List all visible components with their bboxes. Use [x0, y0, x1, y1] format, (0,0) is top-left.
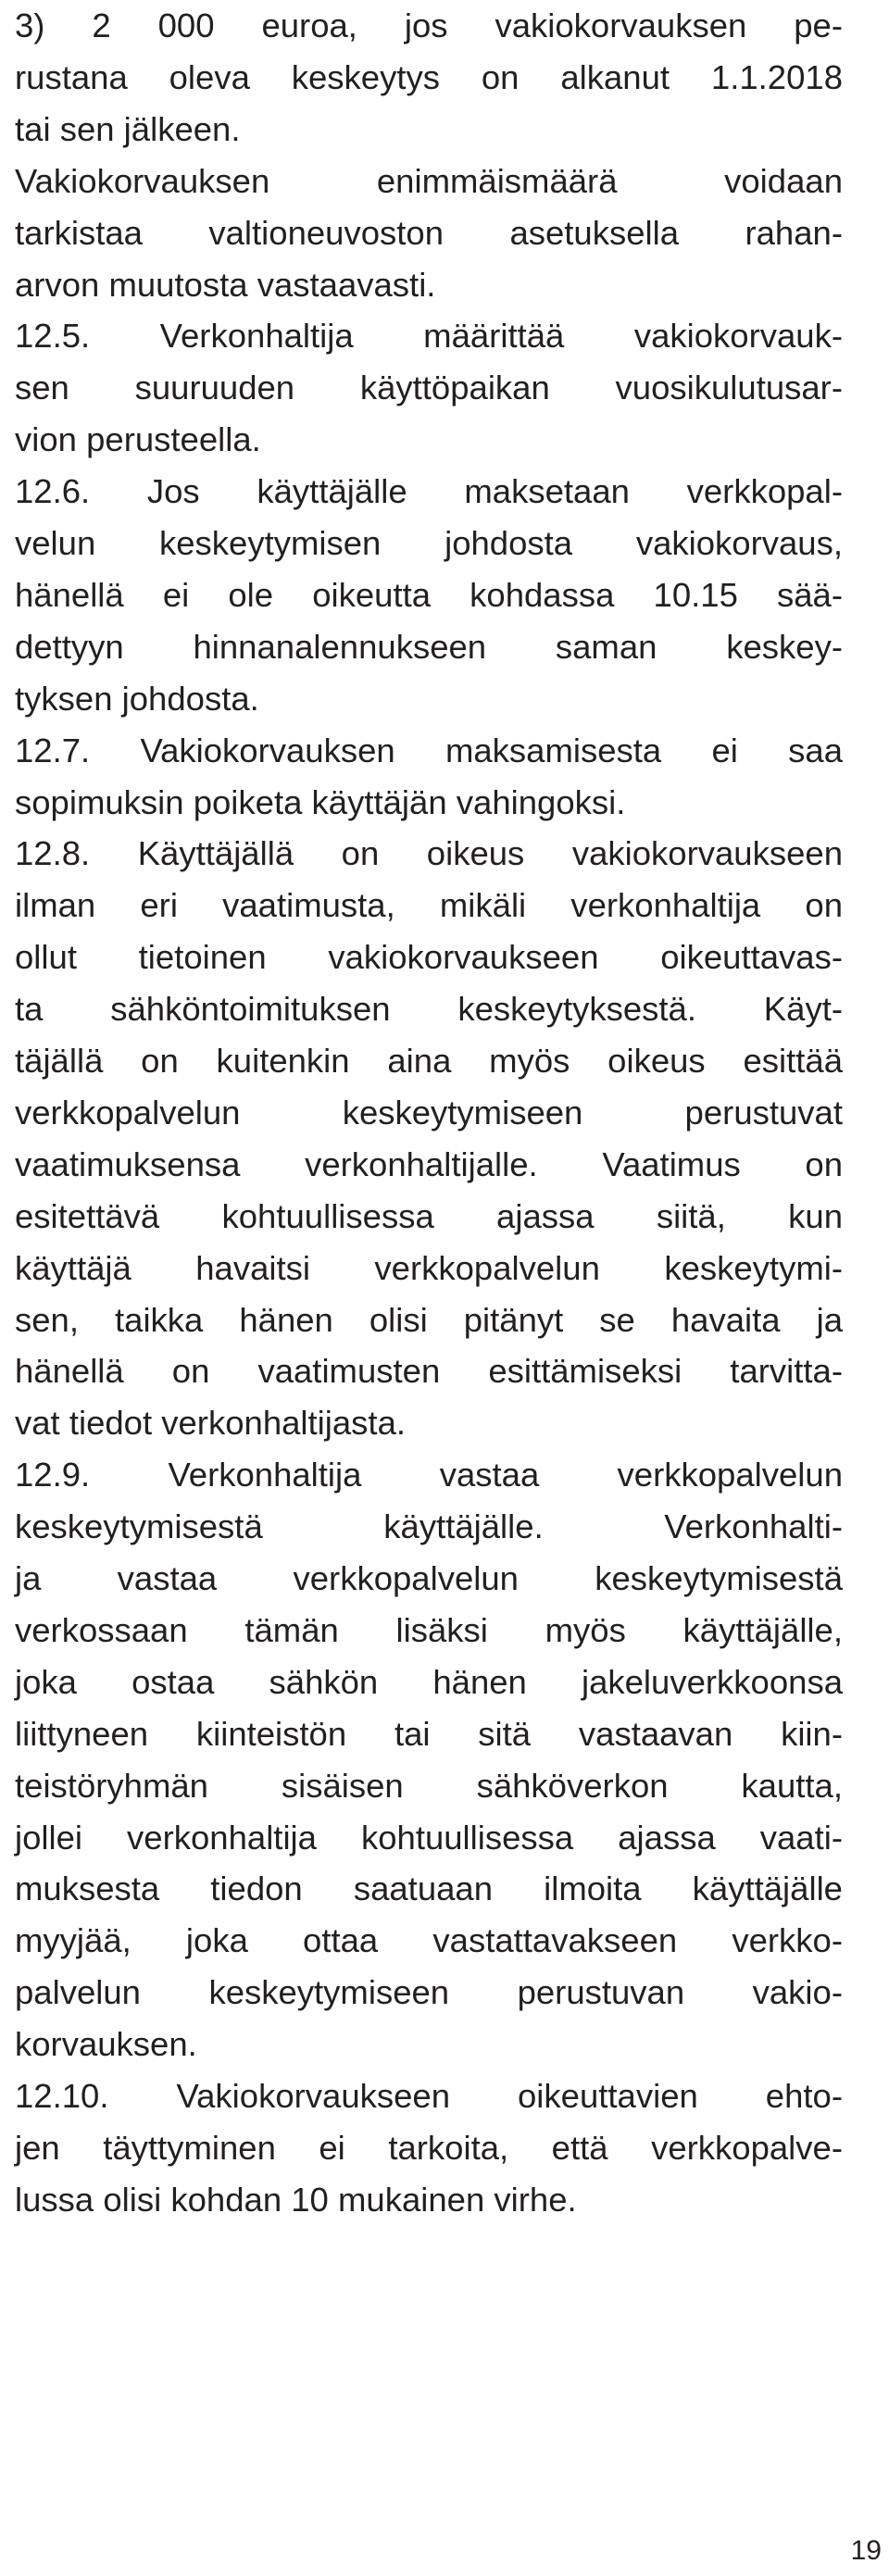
text-line: korvauksen.: [15, 2025, 197, 2064]
text-line: lussa olisi kohdan 10 mukainen virhe.: [15, 2180, 577, 2219]
text-line: tarkistaa valtioneuvoston asetuksella rahan-: [15, 213, 843, 252]
text-line: 12.6. Jos käyttäjälle maksetaan verkkopal-: [15, 472, 843, 511]
text-line: muksesta tiedon saatuaan ilmoita käyttäjälle: [15, 1869, 843, 1908]
text-line: Vakiokorvauksen enimmäismäärä voidaan: [15, 161, 843, 200]
text-line: 12.9. Verkonhaltija vastaa verkkopalvelun: [15, 1456, 843, 1494]
text-line: 12.5. Verkonhaltija määrittää vakiokorvauk-: [15, 317, 843, 356]
text-line: hänellä ei ole oikeutta kohdassa 10.15 sää-: [15, 575, 843, 614]
text-line: ilman eri vaatimusta, mikäli verkonhaltija on: [15, 886, 843, 925]
text-line: tai sen jälkeen.: [15, 109, 241, 148]
text-line: 12.10. Vakiokorvaukseen oikeuttavien ehto-: [15, 2077, 843, 2115]
text-line: ta sähköntoimituksen keskeytyksestä. Käyt-: [15, 990, 843, 1029]
text-line: verkkopalvelun keskeytymiseen perustuvat: [15, 1093, 843, 1132]
text-line: sen, taikka hänen olisi pitänyt se havaita ja: [15, 1300, 843, 1339]
text-line: 12.8. Käyttäjällä on oikeus vakiokorvaukseen: [15, 834, 843, 873]
text-line: 3) 2 000 euroa, jos vakiokorvauksen pe-: [15, 6, 843, 44]
text-line: velun keskeytymisen johdosta vakiokorvaus,: [15, 524, 843, 562]
text-line: täjällä on kuitenkin aina myös oikeus esittää: [15, 1042, 843, 1080]
text-line: hänellä on vaatimusten esittämiseksi tarvitta-: [15, 1352, 843, 1391]
text-line: rustana oleva keskeytys on alkanut 1.1.2018: [15, 57, 843, 96]
text-line: sen suuruuden käyttöpaikan vuosikulutusar-: [15, 369, 843, 407]
text-line: ollut tietoinen vakiokorvaukseen oikeuttavas-: [15, 938, 843, 977]
text-line: sopimuksin poiketa käyttäjän vahingoksi.: [15, 782, 626, 821]
page-number: 19: [850, 2535, 882, 2566]
text-line: vion perusteella.: [15, 420, 261, 459]
text-line: palvelun keskeytymiseen perustuvan vakio-: [15, 1973, 843, 2012]
text-line: vaatimuksensa verkonhaltijalle. Vaatimus on: [15, 1144, 843, 1183]
text-line: käyttäjä havaitsi verkkopalvelun keskeytymi-: [15, 1248, 843, 1287]
text-line: 12.7. Vakiokorvauksen maksamisesta ei saa: [15, 731, 843, 769]
text-line: joka ostaa sähkön hänen jakeluverkkoonsa: [15, 1662, 843, 1701]
text-line: jollei verkonhaltija kohtuullisessa ajassa vaati-: [15, 1818, 843, 1857]
text-line: ja vastaa verkkopalvelun keskeytymisestä: [15, 1559, 843, 1597]
text-line: teistöryhmän sisäisen sähköverkon kautta,: [15, 1766, 843, 1805]
text-line: esitettävä kohtuullisessa ajassa siitä, kun: [15, 1196, 843, 1235]
text-line: dettyyn hinnanalennukseen saman keskey-: [15, 627, 843, 666]
text-line: keskeytymisestä käyttäjälle. Verkonhalti-: [15, 1507, 843, 1546]
text-line: myyjää, joka ottaa vastattavakseen verkko-: [15, 1921, 843, 1960]
text-line: arvon muutosta vastaavasti.: [15, 265, 436, 304]
text-line: vat tiedot verkonhaltijasta.: [15, 1404, 407, 1443]
text-line: tyksen johdosta.: [15, 679, 259, 718]
text-line: jen täyttyminen ei tarkoita, että verkkopalve-: [15, 2128, 843, 2167]
text-line: verkossaan tämän lisäksi myös käyttäjälle,: [15, 1610, 843, 1649]
text-line: liittyneen kiinteistön tai sitä vastaavan kiin-: [15, 1714, 843, 1753]
